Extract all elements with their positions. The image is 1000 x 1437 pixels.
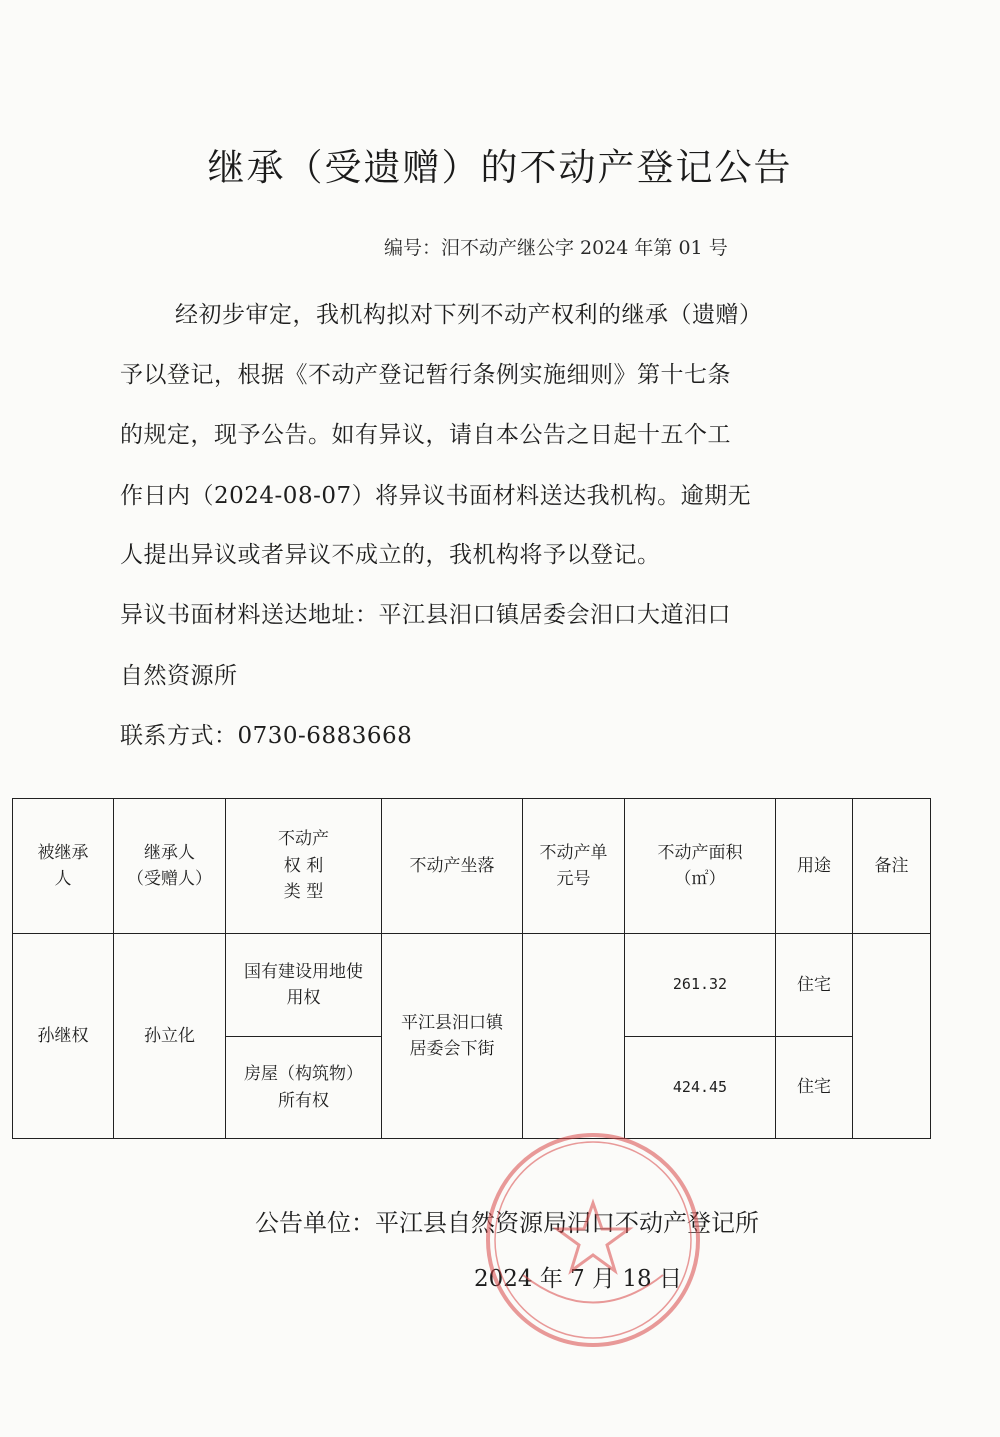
header-right-type: 不动产 权 利 类 型 (226, 799, 382, 934)
area-cell: 261.32 (625, 934, 776, 1037)
area-cell: 424.45 (625, 1037, 776, 1139)
body-line-1: 经初步审定，我机构拟对下列不动产权利的继承（遗赠） (175, 302, 763, 328)
address-line-1: 异议书面材料送达地址：平江县汨口镇居委会汨口大道汨口 (120, 602, 731, 628)
issue-date: 2024 年 7 月 18 日 (474, 1266, 682, 1292)
property-table (12, 798, 931, 1139)
use-cell: 住宅 (776, 1037, 853, 1139)
unit-number-cell (523, 934, 625, 1139)
heir-cell: 孙立化 (114, 934, 226, 1139)
body-line-5: 人提出异议或者异议不成立的，我机构将予以登记。 (120, 542, 661, 568)
table-header-row (13, 799, 931, 934)
contact-line: 联系方式：0730-6883668 (120, 723, 413, 749)
body-line-2: 予以登记，根据《不动产登记暂行条例实施细则》第十七条 (120, 362, 731, 388)
header-decedent: 被继承 人 (13, 799, 114, 934)
remark-cell (853, 934, 931, 1139)
official-seal-icon (478, 1125, 708, 1355)
document-number: 编号：汨不动产继公字 2024 年第 01 号 (384, 237, 728, 259)
body-line-3: 的规定，现予公告。如有异议，请自本公告之日起十五个工 (120, 422, 731, 448)
header-location: 不动产坐落 (382, 799, 523, 934)
header-heir: 继承人 （受赠人） (114, 799, 226, 934)
body-line-4: 作日内（2024-08-07）将异议书面材料送达我机构。逾期无 (120, 483, 752, 509)
table-row (13, 934, 931, 1037)
header-remark: 备注 (853, 799, 931, 934)
right-type-cell: 房屋（构筑物） 所有权 (226, 1037, 382, 1139)
header-unit-number: 不动产单 元号 (523, 799, 625, 934)
notice-title: 继承（受遗赠）的不动产登记公告 (207, 146, 793, 189)
use-cell: 住宅 (776, 934, 853, 1037)
address-line-2: 自然资源所 (120, 663, 238, 689)
decedent-cell: 孙继权 (13, 934, 114, 1139)
right-type-cell: 国有建设用地使 用权 (226, 934, 382, 1037)
location-cell: 平江县汨口镇 居委会下街 (382, 934, 523, 1139)
header-area: 不动产面积 （㎡） (625, 799, 776, 934)
header-use: 用途 (776, 799, 853, 934)
issuing-unit: 公告单位：平江县自然资源局汨口不动产登记所 (255, 1209, 759, 1237)
